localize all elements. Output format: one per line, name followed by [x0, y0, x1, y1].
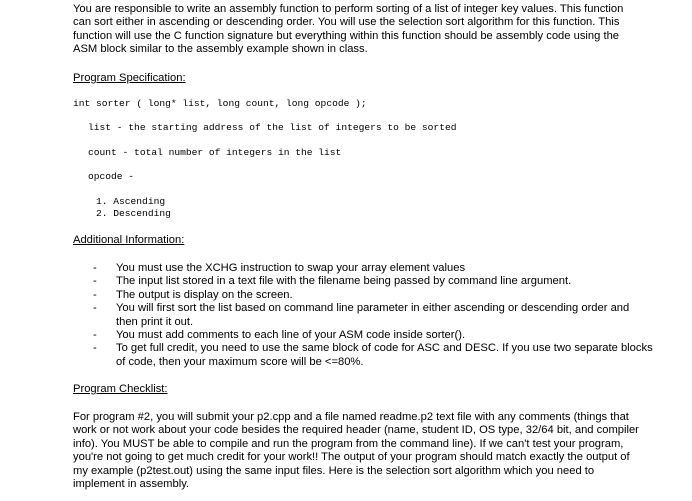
bullet-dash: - [93, 262, 97, 274]
list-item [93, 289, 653, 302]
additional-info-list [93, 262, 653, 369]
bullet-dash: - [93, 329, 97, 342]
additional-information-heading: Additional Information: [73, 234, 185, 246]
checklist-paragraph: For program #2, you will submit your p2.cpp and a file named readme.p2 text file with any comments (things that work or not work about your code besides the required header (name, student ID, OS type, 32/64 bit, and compiler info). You MUST be able to compile and run the program from the command line). If we can't test your program, you're not going to get much credit for your work!! The output of your program should match exactly the output of my example (p2test.out) using the same input files. Here is the selection sort algorithm which you need to implement in assembly. [73, 411, 639, 491]
list-item [93, 275, 653, 288]
bullet-dash: - [93, 342, 97, 355]
program-checklist-heading: Program Checklist: [73, 383, 168, 395]
list-item-text: The input list stored in a text file with the filename being passed by command line argument. [116, 275, 572, 288]
param-list: list - the starting address of the list of integers to be sorted [88, 122, 457, 133]
bullet-dash: - [93, 288, 97, 301]
list-item-text: The output is display on the screen. [116, 288, 293, 301]
param-count: count - total number of integers in the list [88, 147, 342, 158]
bullet-dash: - [93, 275, 97, 288]
list-item [93, 302, 653, 329]
intro-paragraph: You are responsible to write an assembly function to perform sorting of a list of integer key values. This function can sort either in ascending or descending order. You will use the selection sort algorithm for this function. This function will use the C function signature but everything within this function should be assembly code using the ASM block similar to the assembly example shown in class. [73, 3, 624, 56]
function-signature: int sorter ( long* list, long count, long opcode ); [73, 98, 367, 109]
list-item [93, 262, 653, 275]
list-item-text: You must use the XCHG instruction to swap your array element values [116, 262, 466, 274]
list-item-text: You will first sort the list based on command line parameter in either ascending or descending order and then print it out. [116, 302, 630, 328]
bullet-dash: - [93, 302, 97, 315]
param-opcode: opcode - [88, 171, 135, 182]
opcode-descending: 2. Descending [96, 208, 171, 219]
list-item-text: You must add comments to each line of your ASM code inside sorter(). [116, 329, 466, 342]
opcode-ascending: 1. Ascending [96, 196, 166, 207]
list-item [93, 329, 653, 342]
list-item-text: To get full credit, you need to use the same block of code for ASC and DESC. If you use two separate blocks of code, then your maximum score will be <=80%. [116, 342, 653, 368]
list-item [93, 342, 653, 369]
program-specification-heading: Program Specification: [73, 72, 186, 84]
